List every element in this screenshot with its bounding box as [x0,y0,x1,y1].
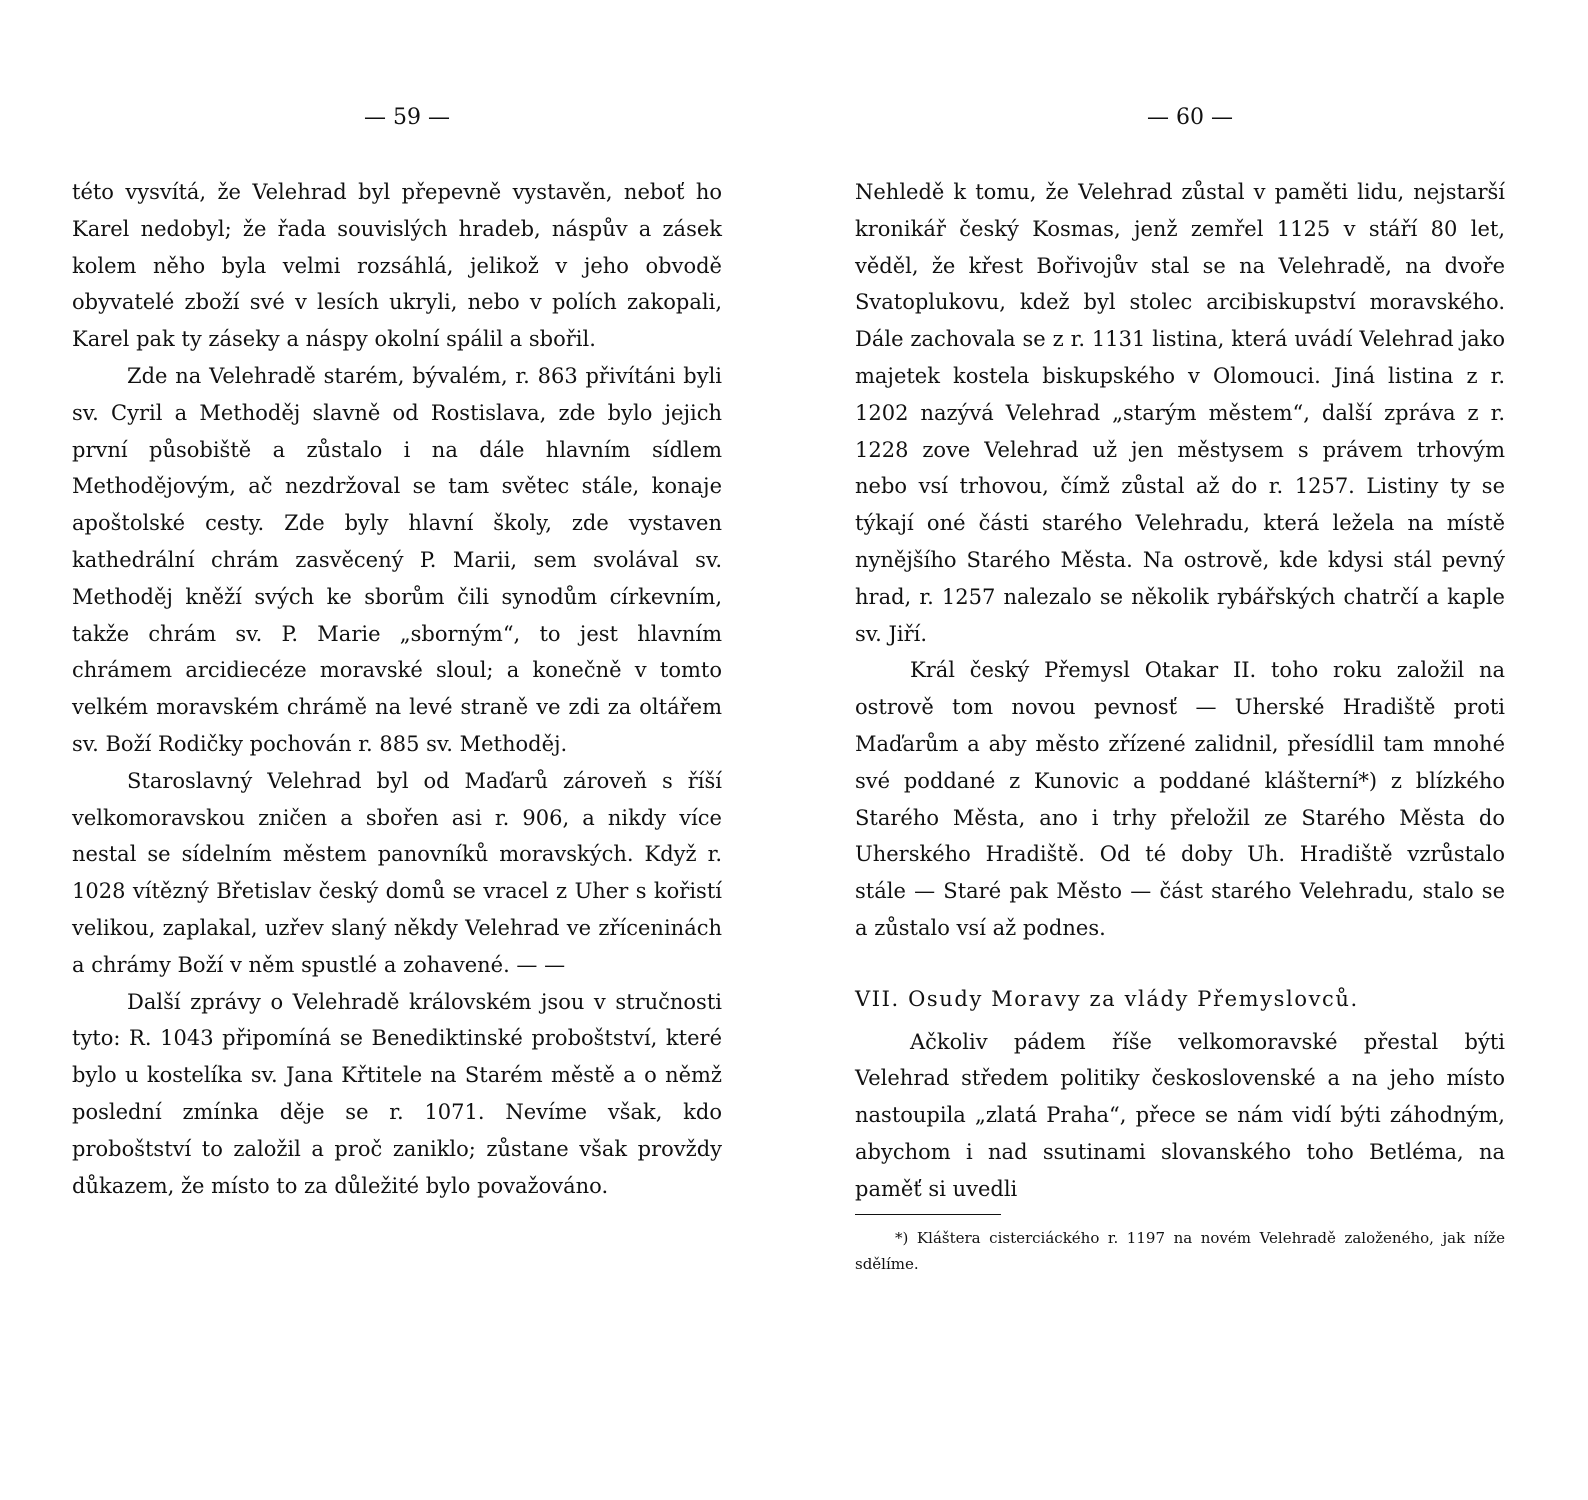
page-body [72,174,722,1204]
paragraph: Další zprávy o Velehradě královském jsou v stručnosti tyto: R. 1043 připomíná se Benediktinské proboštství, které bylo u kostelíka sv. Jana Křtitele na Starém městě a o němž poslední zmínka děje se r. 1071. Nevíme však, kdo proboštství to založil a proč zaniklo; zůstane však provždy důkazem, že místo to za důležité bylo považováno. [72,989,722,1198]
chapter-heading: VII. Osudy Moravy za vlády Přemyslovců. [855,986,1359,1011]
paragraph: Král český Přemysl Otakar II. toho roku založil na ostrově tom novou pevnosť — Uherské Hradiště proti Maďarům a aby město zřízené zalidnil, přesídlil tam mnohé své poddané z Kunovic a poddané klášterní*) z blízkého Starého Města, ano i trhy přeložil ze Starého Města do Uherského Hradiště. Od té doby Uh. Hradiště vzrůstalo stále — Staré pak Město — část starého Velehradu, stalo se a zůstalo vsí až podnes. [855,658,1505,940]
left-page [72,0,722,1204]
paragraph: Zde na Velehradě starém, bývalém, r. 863 přivítáni byli sv. Cyril a Methoděj slavně od Rostislava, zde bylo jejich první působiště a zůstalo i na dále hlavním sídlem Methodějovým, ač nezdržoval se tam světec stále, konaje apoštolské cesty. Zde byly hlavní školy, zde vystaven kathedrální chrám zasvěcený P. Marii, sem svolával sv. Methoděj kněží svých ke sborům čili synodům církevním, takže chrám sv. P. Marie „sborným“, to jest hlavním chrámem arcidiecéze moravské sloul; a konečně v tomto velkém moravském chrámě na levé straně ve zdi za oltářem sv. Boží Rodičky pochován r. 885 sv. Methoděj. [72,363,722,756]
page-number: — 60 — [1147,105,1233,130]
page-body [855,174,1505,1277]
paragraph: Staroslavný Velehrad byl od Maďarů zároveň s říší velkomoravskou zničen a sbořen asi r. 906, a nikdy více nestal se sídelním městem panovníků moravských. Když r. 1028 vítězný Břetislav český domů se vracel z Uher s kořistí velikou, zaplakal, uzřev slaný někdy Velehrad ve zříceninách a chrámy Boží v něm spustlé a zohavené. — — [72,768,722,977]
footnote-divider [855,1214,1001,1215]
chapter-paragraph: Ačkoliv pádem říše velkomoravské přestal býti Velehrad středem politiky československé a na jeho místo nastoupila „zlatá Praha“, přece se nám vidí býti záhodným, abychom i nad ssutinami slovanského toho Betléma, na paměť si uvedli [855,1029,1505,1201]
footnote: *) Kláštera cisterciáckého r. 1197 na novém Velehradě založeného, jak níže sdělíme. [855,1228,1505,1273]
right-page [855,0,1505,1277]
paragraph: Nehledě k tomu, že Velehrad zůstal v paměti lidu, nejstarší kronikář český Kosmas, jenž zemřel 1125 v stáří 80 let, věděl, že křest Bořivojův stal se na Velehradě, na dvoře Svatoplukovu, kdež byl stolec arcibiskupství moravského. Dále zachovala se z r. 1131 listina, která uvádí Velehrad jako majetek kostela biskupského v Olomouci. Jiná listina z r. 1202 nazývá Velehrad „starým městem“, další zpráva z r. 1228 zove Velehrad už jen městysem s právem trhovým nebo vsí trhovou, čímž zůstal až do r. 1257. Listiny ty se týkají oné části starého Velehradu, která ležela na místě nynějšího Starého Města. Na ostrově, kde kdysi stál pevný hrad, r. 1257 nalezalo se několik rybářských chatrčí a kaple sv. Jiří. [855,180,1505,646]
page-number: — 59 — [364,105,450,130]
paragraph: této vysvítá, že Velehrad byl přepevně vystavěn, neboť ho Karel nedobyl; že řada souvislých hradeb, náspův a zásek kolem něho byla velmi rozsáhlá, jelikož v jeho obvodě obyvatelé zboží své v lesích ukryli, nebo v polích zakopali, Karel pak ty záseky a náspy okolní spálil a sbořil. [72,180,722,352]
